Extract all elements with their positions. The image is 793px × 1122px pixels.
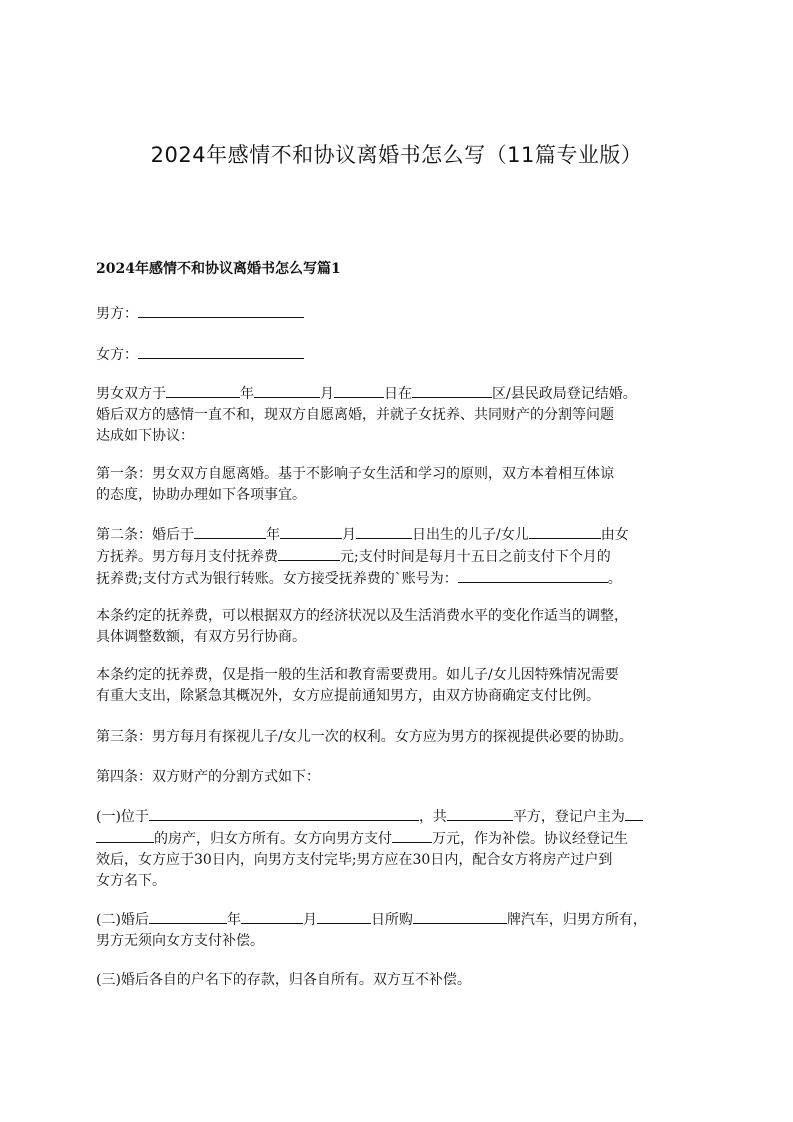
article-2-text: 抚养费;支付方式为银行转账。女方接受抚养费的`账号为： [96, 571, 458, 587]
item-2-text: 日所购 [370, 912, 413, 928]
item-1-text: ，共 [418, 809, 447, 825]
clause-adjustment [96, 606, 716, 648]
article-2-text: 年 [266, 527, 280, 543]
item-2-text: 牌汽车，归男方所有， [506, 912, 647, 928]
wife-blank [138, 344, 304, 359]
intro-paragraph [96, 383, 716, 447]
wife-label: 女方： [96, 347, 138, 363]
husband-field [96, 303, 716, 325]
blank [254, 383, 320, 398]
amount-blank [392, 828, 432, 843]
property-item-2 [96, 909, 716, 952]
blank [278, 546, 340, 561]
clause-general-line-2: 有重大支出，除紧急其概况外，女方应提前通知男方，由双方协商确定支付比例。 [96, 688, 600, 704]
article-2-line-2 [96, 546, 716, 568]
item-2-line-1 [96, 909, 716, 931]
car-brand-blank [413, 909, 507, 924]
article-2-text: 月 [342, 527, 356, 543]
intro-line-2: 婚后双方的感情一直不和，现双方自愿离婚，并就子女抚养、共同财产的分割等问题 [96, 407, 614, 423]
blank [356, 524, 412, 539]
clause-general-line-1: 本条约定的抚养费，仅是指一般的生活和教育需要费用。如儿子/女儿因特殊情况需要 [96, 667, 619, 683]
husband-blank [138, 303, 304, 318]
article-2-text: 。 [607, 571, 622, 587]
property-item-3: (三)婚后各自的户名下的存款，归各自所有。双方互不补偿。 [96, 972, 471, 988]
article-2-text: 方抚养。男方每月支付抚养费 [96, 549, 278, 565]
item-1-line-2 [96, 828, 716, 850]
blank [317, 909, 371, 924]
owner-blank-cont [96, 828, 154, 843]
intro-line-1 [96, 383, 716, 405]
item-1-text: 万元，作为补偿。协议经登记生 [432, 831, 628, 847]
item-1-line-4: 女方名下。 [96, 873, 166, 889]
page-title: 2024年感情不和协议离婚书怎么写（11篇专业版） [150, 143, 643, 167]
blank [241, 909, 303, 924]
article-2-text: 第二条：婚后于 [96, 527, 194, 543]
article-1-line-1: 第一条：男女双方自愿离婚。基于不影响子女生活和学习的原则，双方本着相互体谅 [96, 466, 614, 482]
blank [149, 909, 227, 924]
area-blank [447, 806, 513, 821]
article-2-text: 元;支付时间是每月十五日之前支付下个月的 [340, 549, 611, 565]
article-1-line-2: 的态度，协助办理如下各项事宜。 [96, 487, 306, 503]
intro-text: 男女双方于 [96, 386, 166, 402]
intro-text: 年 [240, 386, 254, 402]
item-2-line-2: 男方无须向女方支付补偿。 [96, 933, 264, 949]
clause-general-expense [96, 665, 716, 707]
item-1-text: 平方，登记户主为 [512, 809, 625, 825]
article-2-text: 由女 [600, 527, 629, 543]
item-1-text: 的房产，归女方所有。女方向男方支付 [154, 831, 392, 847]
article-2-text: 日出生的儿子/女儿 [412, 527, 529, 543]
intro-text: 区/县民政局登记结婚。 [492, 386, 637, 402]
blank [280, 524, 342, 539]
item-2-text: 年 [226, 912, 241, 928]
wife-field [96, 344, 716, 366]
clause-adjustment-line-1: 本条约定的抚养费，可以根据双方的经济状况以及生活消费水平的变化作适当的调整， [96, 608, 628, 624]
article-3: 第三条：男方每月有探视儿子/女儿一次的权利。女方应为男方的探视提供必要的协助。 [96, 729, 633, 745]
section-heading: 2024年感情不和协议离婚书怎么写篇1 [96, 261, 341, 277]
blank [529, 524, 601, 539]
item-1-line-1 [96, 806, 716, 828]
article-1 [96, 464, 716, 506]
item-2-text: 月 [302, 912, 317, 928]
item-1-line-3: 效后，女方应于30日内，向男方支付完毕;男方应在30日内，配合女方将房产过户到 [96, 852, 613, 868]
item-2-text: (二)婚后 [96, 912, 149, 928]
blank [166, 383, 240, 398]
account-blank [458, 568, 608, 583]
article-2-line-3 [96, 568, 716, 590]
item-1-text: (一)位于 [96, 809, 149, 825]
article-2 [96, 524, 716, 590]
blank [194, 524, 266, 539]
article-4: 第四条：双方财产的分割方式如下： [96, 769, 320, 785]
blank [334, 383, 384, 398]
intro-line-3: 达成如下协议： [96, 428, 194, 444]
intro-text: 月 [320, 386, 334, 402]
blank [412, 383, 492, 398]
address-blank [149, 806, 419, 821]
husband-label: 男方： [96, 306, 138, 322]
clause-adjustment-line-2: 具体调整数额，有双方另行协商。 [96, 629, 306, 645]
intro-text: 日在 [384, 386, 412, 402]
owner-blank [625, 806, 643, 821]
article-2-line-1 [96, 524, 716, 546]
property-item-1 [96, 806, 716, 892]
